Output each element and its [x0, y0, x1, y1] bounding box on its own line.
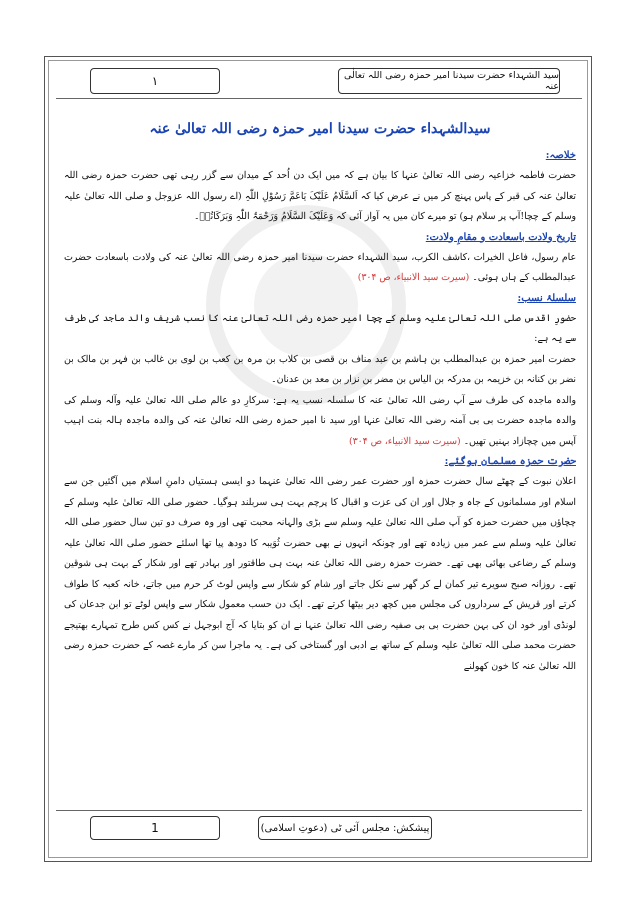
birth-heading: تاریخ ولادت باسعادت و مقامِ ولادت:: [425, 231, 576, 243]
lineage-paragraph: حضرت امیر حمزہ بن عبدالمطلب بن ہاشم بن عبد مناف بن قصی بن کلاب بن مرہ بن کعب بن لوی بن غالب بن فہر بن مالک بن نضر بن کنانہ بن خزیمہ بن مدرکہ بن الیاس بن مضر بن نزار بن معد بن عدنان۔: [64, 353, 576, 385]
footer-page-number: [90, 816, 220, 840]
lineage-heading: سلسلۂ نسب:: [517, 292, 576, 304]
header-page-number-text: ۱: [151, 74, 159, 88]
page-title: سیدالشہداء حضرت سیدنا امیر حمزہ رضی اللہ تعالیٰ عنہ: [149, 121, 491, 137]
header-running-title: [338, 68, 560, 94]
footer-presenter: [258, 816, 432, 840]
mother-reference: (سیرت سید الانبیاء، ص ۳۰۴): [349, 435, 461, 447]
footer-page-number-text: 1: [151, 821, 159, 835]
islam-heading: حضرت حمزہ مسلمان ہوگئے:: [444, 456, 576, 467]
lineage-intro: حضورِ اقدس صلی اللہ تعالیٰ علیہ وسلم کے چچا امیر حمزہ رضی اللہ تعالیٰ عنہ کا نسب شریف والد ماجد کی طرف سے یہ ہے:: [64, 312, 576, 344]
document-body: [64, 118, 576, 677]
islam-paragraph: اعلان نبوت کے چھٹے سال حضرت حمزہ اور حضرت عمر رضی اللہ تعالیٰ عنہما دو ایسی ہستیاں دامنِ اسلام میں آگئیں جن سے اسلام اور مسلمانوں کے جاہ و جلال اور ان کی عزت و اقبال کا پرچم بہت ہی سربلند ہوگیا۔ حضور صلی اللہ تعالیٰ علیہ وسلم کے چچاؤں میں حضرت حمزہ کو آپ صلی اللہ تعالیٰ علیہ وسلم سے بڑی والہانہ محبت تھی اور وہ صرف دو تین سال حضور صلی اللہ تعالیٰ علیہ وسلم سے عمر میں زیادہ تھے اور چونکہ انہوں نے بھی حضرت ثُوَیبہ کا دودھ پیا تھا اسلئے حضور صلی اللہ تعالیٰ علیہ وسلم کے رضاعی بھائی بھی تھے۔ حضرت حمزہ رضی اللہ تعالیٰ عنہ بہت ہی طاقتور اور بہادر تھے اور شکار کے بہت ہی شوقین تھے۔ روزانہ صبح سویرے تیر کمان لے کر گھر سے نکل جاتے اور شام کو شکار سے واپس لوٹ کر حرم میں جاتے، خانہ کعبہ کا طواف کرتے اور قریش کے سرداروں کی مجلس میں کچھ دیر بیٹھا کرتے تھے۔ ایک دن حسب معمول شکار سے واپس لوٹے تو ابن جدعان کی لونڈی اور خود ان کی بہن حضرت بی بی صفیہ رضی اللہ تعالیٰ عنہا نے ان کو بتایا کہ آج ابوجہل نے کس کس طرح تمہارے بھتیجے حضرت محمد صلی اللہ تعالیٰ علیہ وسلم کے ساتھ بے ادبی اور گستاخی کی ہے۔ یہ ماجرا سن کر مارے غصہ کے حضرت حمزہ رضی اللہ تعالیٰ عنہ کا خون کھولنے: [64, 476, 576, 672]
header-page-number: [90, 68, 220, 94]
footer-divider: [56, 810, 582, 811]
summary-paragraph: حضرت فاطمہ خزاعیہ رضی اللہ تعالیٰ عنہا کا بیان ہے کہ میں ایک دن اُحد کے میدان سے گزر رہی تھی حضرت حمزہ رضی اللہ تعالیٰ عنہ کی قبر کے پاس پہنچ کر میں نے عرض کیا کہ اَلسَّلَامُ عَلَیْکَ یَاعَمَّ رَسُوْلِ اللّٰہِ (اے رسول اللہ عزوجل و صلی اللہ تعالیٰ علیہ وسلم کے چچا!آپ پر سلام ہو) تو میرے کان میں یہ آواز آئی کہ وَعَلَیْکَ السَّلَامُ وَرَحْمَۃُ اللّٰہِ وَبَرَکَاتُہٗ۔: [64, 170, 576, 222]
mother-lineage-paragraph: [64, 391, 576, 453]
summary-heading: خلاصہ:: [545, 150, 576, 161]
header-divider: [56, 98, 582, 99]
header-running-title-text: سید الشہداء حضرت سیدنا امیر حمزہ رضی اللہ تعالٰی عنہ: [343, 70, 559, 92]
birth-reference: (سیرت سید الانبیاء، ص ۳۰۴): [357, 272, 470, 283]
mother-text: والدہ ماجدہ کی طرف سے آپ رضی اللہ تعالیٰ عنہ کا سلسلہ نسب یہ ہے: سرکارِ دو عالم صلی اللہ تعالیٰ علیہ وآلہ وسلم کی والدہ ماجدہ حضرت بی بی آمنہ رضی اللہ تعالیٰ عنہا اور سید نا امیر حمزہ رضی اللہ تعالیٰ عنہ کی والدہ ماجدہ ہالہ بنت اہیب آپس میں چچازاد بہنیں تھیں۔: [64, 394, 576, 447]
footer-presenter-text: پیشکش: مجلس آئی ٹی (دعوتِ اسلامی): [260, 822, 430, 834]
birth-text: عام رسول، فاعل الخیرات ،کاشف الکرب، سید الشہداء حضرت سیدنا امیر حمزہ رضی اللہ تعالیٰ عنہ کی ولادت باسعادت حضرت عبدالمطلب کے ہاں ہوئی۔: [64, 251, 576, 283]
birth-paragraph: [64, 248, 576, 289]
